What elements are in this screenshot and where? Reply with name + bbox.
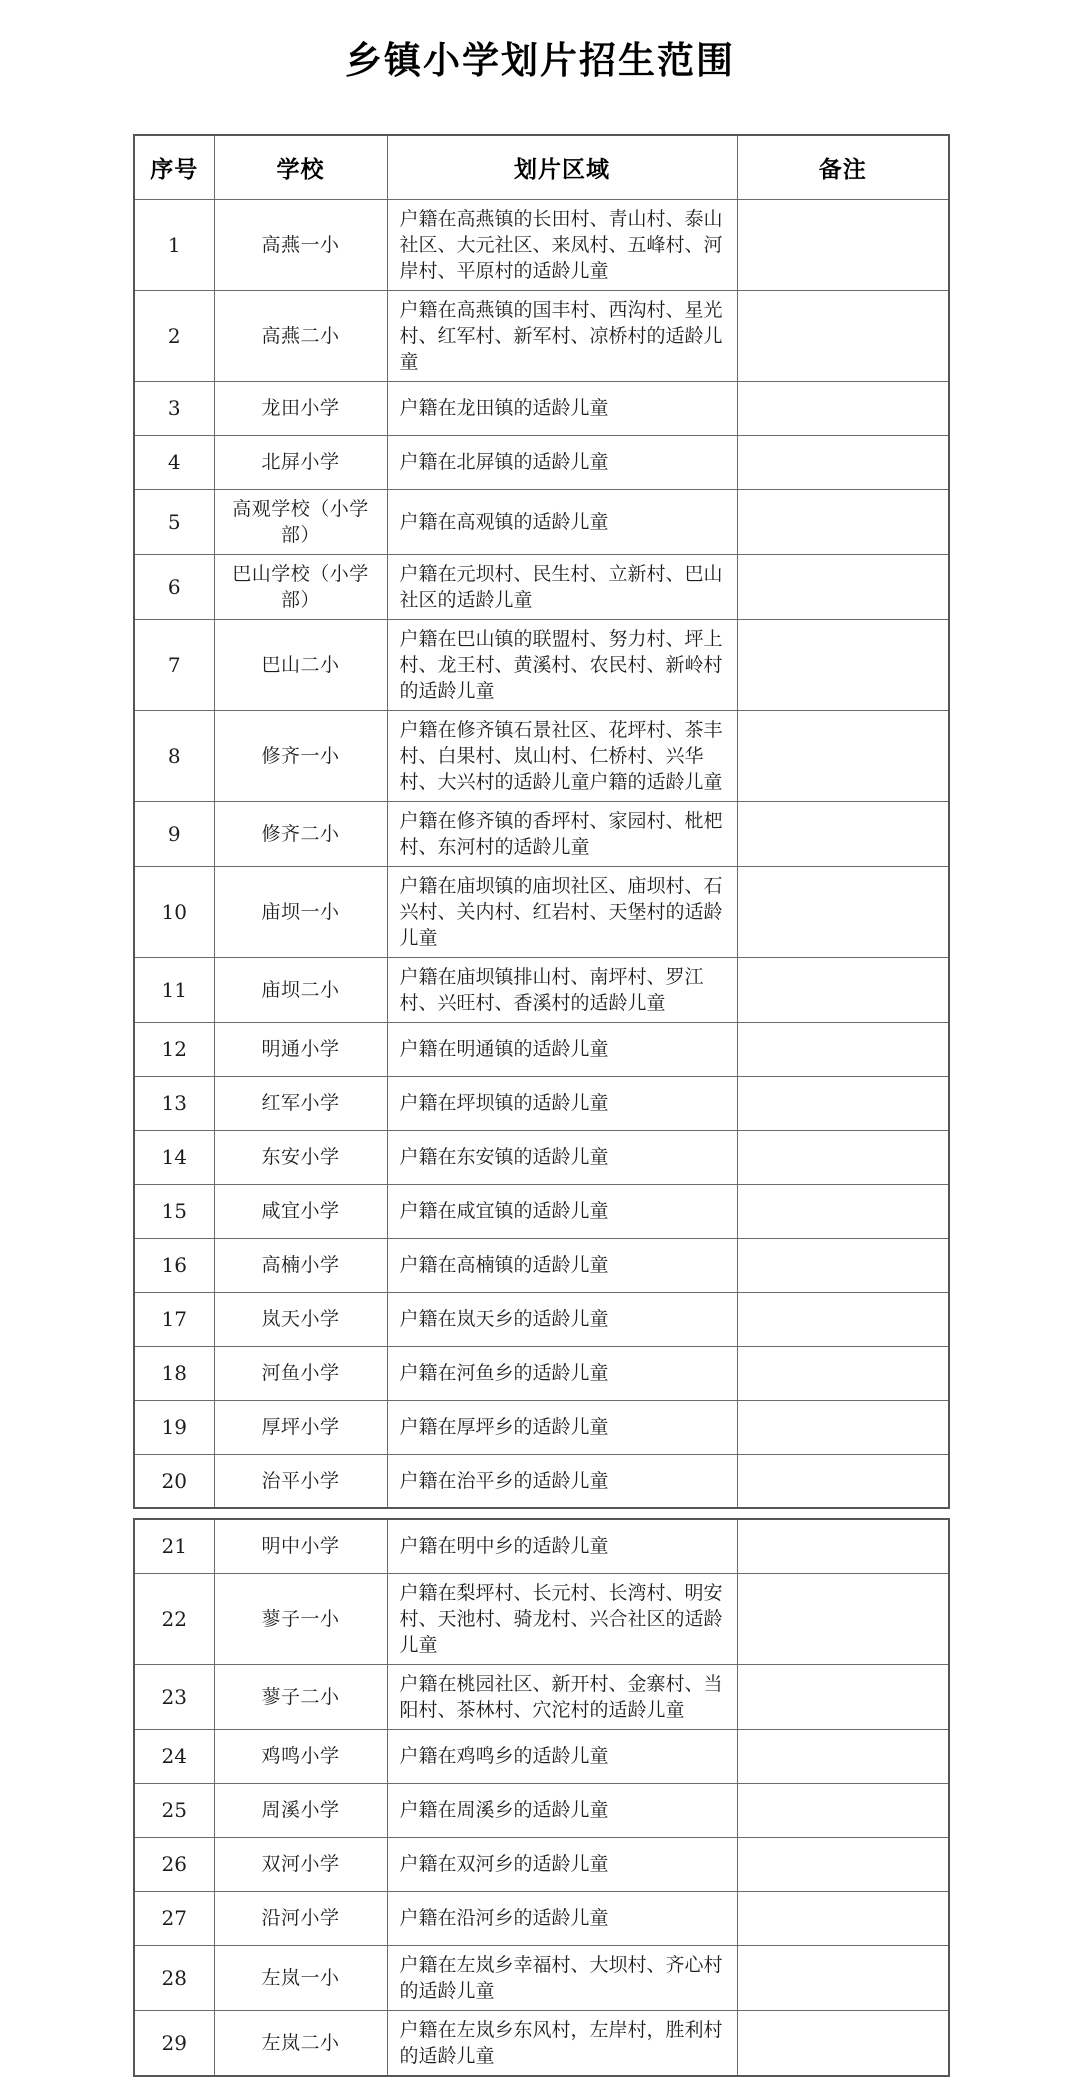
cell-zone-area: 户籍在明中乡的适龄儿童 [387,1519,737,1573]
cell-school-name: 鸡鸣小学 [214,1729,387,1783]
table-row [134,957,949,1022]
cell-zone-area: 户籍在鸡鸣乡的适龄儿童 [387,1729,737,1783]
cell-row-number: 9 [134,801,214,866]
cell-school-name: 高观学校（小学部） [214,489,387,554]
header-area: 划片区域 [387,135,737,199]
cell-school-name: 治平小学 [214,1454,387,1508]
cell-school-name: 厚坪小学 [214,1400,387,1454]
cell-school-name: 双河小学 [214,1837,387,1891]
table-row [134,1022,949,1076]
table-row [134,1292,949,1346]
cell-note [737,199,949,290]
cell-note [737,1292,949,1346]
cell-row-number: 7 [134,619,214,710]
cell-zone-area: 户籍在庙坝镇排山村、南坪村、罗江村、兴旺村、香溪村的适龄儿童 [387,957,737,1022]
cell-note [737,1729,949,1783]
table-row [134,801,949,866]
header-no: 序号 [134,135,214,199]
table-row [134,2010,949,2076]
cell-school-name: 明通小学 [214,1022,387,1076]
cell-school-name: 修齐二小 [214,801,387,866]
cell-zone-area: 户籍在东安镇的适龄儿童 [387,1130,737,1184]
cell-note [737,435,949,489]
cell-school-name: 龙田小学 [214,381,387,435]
cell-zone-area: 户籍在治平乡的适龄儿童 [387,1454,737,1508]
table-row [134,1837,949,1891]
cell-note [737,1519,949,1573]
cell-zone-area: 户籍在修齐镇的香坪村、家园村、枇杷村、东河村的适龄儿童 [387,801,737,866]
cell-row-number: 29 [134,2010,214,2076]
cell-zone-area: 户籍在左岚乡东风村，左岸村，胜利村的适龄儿童 [387,2010,737,2076]
cell-zone-area: 户籍在坪坝镇的适龄儿童 [387,1076,737,1130]
page-title: 乡镇小学划片招生范围 [345,38,735,82]
table-row [134,381,949,435]
cell-zone-area: 户籍在双河乡的适龄儿童 [387,1837,737,1891]
table-header-row [134,135,949,199]
cell-note [737,1130,949,1184]
cell-row-number: 26 [134,1837,214,1891]
table-row [134,1664,949,1729]
cell-row-number: 10 [134,866,214,957]
cell-row-number: 6 [134,554,214,619]
cell-row-number: 2 [134,290,214,381]
cell-note [737,619,949,710]
cell-note [737,1891,949,1945]
table-row [134,199,949,290]
cell-school-name: 明中小学 [214,1519,387,1573]
cell-row-number: 20 [134,1454,214,1508]
table-row [134,1891,949,1945]
cell-zone-area: 户籍在修齐镇石景社区、花坪村、茶丰村、白果村、岚山村、仁桥村、兴华村、大兴村的适龄儿童户籍的适龄儿童 [387,710,737,801]
cell-note [737,2010,949,2076]
cell-zone-area: 户籍在左岚乡幸福村、大坝村、齐心村的适龄儿童 [387,1945,737,2010]
cell-row-number: 3 [134,381,214,435]
table-row [134,1130,949,1184]
header-note: 备注 [737,135,949,199]
cell-note [737,1400,949,1454]
cell-note [737,1454,949,1508]
cell-zone-area: 户籍在河鱼乡的适龄儿童 [387,1346,737,1400]
cell-school-name: 红军小学 [214,1076,387,1130]
cell-zone-area: 户籍在明通镇的适龄儿童 [387,1022,737,1076]
cell-school-name: 北屏小学 [214,435,387,489]
cell-school-name: 高楠小学 [214,1238,387,1292]
enrollment-zone-tables [133,134,948,2077]
cell-zone-area: 户籍在龙田镇的适龄儿童 [387,381,737,435]
cell-school-name: 高燕二小 [214,290,387,381]
cell-note [737,866,949,957]
table-row [134,1783,949,1837]
cell-note [737,1664,949,1729]
cell-note [737,1076,949,1130]
cell-row-number: 24 [134,1729,214,1783]
cell-row-number: 16 [134,1238,214,1292]
cell-note [737,1184,949,1238]
cell-zone-area: 户籍在周溪乡的适龄儿童 [387,1783,737,1837]
cell-zone-area: 户籍在巴山镇的联盟村、努力村、坪上村、龙王村、黄溪村、农民村、新岭村的适龄儿童 [387,619,737,710]
cell-school-name: 沿河小学 [214,1891,387,1945]
cell-row-number: 12 [134,1022,214,1076]
table-row [134,710,949,801]
cell-zone-area: 户籍在高燕镇的长田村、青山村、泰山社区、大元社区、来凤村、五峰村、河岸村、平原村的适龄儿童 [387,199,737,290]
table-row [134,1519,949,1573]
table-row [134,1076,949,1130]
table-row [134,290,949,381]
cell-zone-area: 户籍在庙坝镇的庙坝社区、庙坝村、石兴村、关内村、红岩村、天堡村的适龄儿童 [387,866,737,957]
cell-school-name: 蓼子一小 [214,1573,387,1664]
cell-school-name: 巴山二小 [214,619,387,710]
cell-zone-area: 户籍在高楠镇的适龄儿童 [387,1238,737,1292]
cell-row-number: 14 [134,1130,214,1184]
cell-row-number: 21 [134,1519,214,1573]
cell-row-number: 28 [134,1945,214,2010]
table-row [134,554,949,619]
cell-school-name: 庙坝一小 [214,866,387,957]
cell-school-name: 咸宜小学 [214,1184,387,1238]
cell-school-name: 庙坝二小 [214,957,387,1022]
header-school: 学校 [214,135,387,199]
cell-note [737,1837,949,1891]
cell-note [737,489,949,554]
zone-table-section-1 [133,134,950,1509]
cell-note [737,554,949,619]
cell-row-number: 5 [134,489,214,554]
cell-zone-area: 户籍在高燕镇的国丰村、西沟村、星光村、红军村、新军村、凉桥村的适龄儿童 [387,290,737,381]
cell-row-number: 8 [134,710,214,801]
cell-note [737,1573,949,1664]
cell-school-name: 岚天小学 [214,1292,387,1346]
cell-row-number: 22 [134,1573,214,1664]
cell-zone-area: 户籍在北屏镇的适龄儿童 [387,435,737,489]
cell-school-name: 河鱼小学 [214,1346,387,1400]
cell-row-number: 27 [134,1891,214,1945]
cell-row-number: 1 [134,199,214,290]
cell-school-name: 高燕一小 [214,199,387,290]
table-row [134,1729,949,1783]
cell-note [737,1945,949,2010]
cell-row-number: 11 [134,957,214,1022]
cell-row-number: 15 [134,1184,214,1238]
cell-note [737,1783,949,1837]
table-row [134,1400,949,1454]
cell-zone-area: 户籍在咸宜镇的适龄儿童 [387,1184,737,1238]
cell-note [737,1238,949,1292]
cell-row-number: 25 [134,1783,214,1837]
table-row [134,435,949,489]
cell-school-name: 左岚二小 [214,2010,387,2076]
cell-school-name: 蓼子二小 [214,1664,387,1729]
table-row [134,1945,949,2010]
table-row [134,1238,949,1292]
cell-school-name: 巴山学校（小学部） [214,554,387,619]
cell-zone-area: 户籍在桃园社区、新开村、金寨村、当阳村、茶林村、穴沱村的适龄儿童 [387,1664,737,1729]
cell-note [737,710,949,801]
cell-zone-area: 户籍在沿河乡的适龄儿童 [387,1891,737,1945]
cell-note [737,801,949,866]
cell-zone-area: 户籍在厚坪乡的适龄儿童 [387,1400,737,1454]
cell-zone-area: 户籍在岚天乡的适龄儿童 [387,1292,737,1346]
cell-row-number: 19 [134,1400,214,1454]
cell-zone-area: 户籍在元坝村、民生村、立新村、巴山社区的适龄儿童 [387,554,737,619]
zone-table-section-2 [133,1518,950,2077]
table-row [134,1346,949,1400]
cell-row-number: 18 [134,1346,214,1400]
cell-note [737,957,949,1022]
cell-note [737,1022,949,1076]
cell-zone-area: 户籍在高观镇的适龄儿童 [387,489,737,554]
cell-zone-area: 户籍在梨坪村、长元村、长湾村、明安村、天池村、骑龙村、兴合社区的适龄儿童 [387,1573,737,1664]
table-row [134,1573,949,1664]
cell-school-name: 左岚一小 [214,1945,387,2010]
cell-row-number: 4 [134,435,214,489]
table-row [134,1454,949,1508]
cell-note [737,290,949,381]
table-row [134,619,949,710]
cell-note [737,1346,949,1400]
cell-note [737,381,949,435]
cell-row-number: 13 [134,1076,214,1130]
cell-row-number: 17 [134,1292,214,1346]
cell-school-name: 修齐一小 [214,710,387,801]
table-row [134,1184,949,1238]
table-row [134,866,949,957]
table-row [134,489,949,554]
cell-school-name: 东安小学 [214,1130,387,1184]
cell-school-name: 周溪小学 [214,1783,387,1837]
cell-row-number: 23 [134,1664,214,1729]
